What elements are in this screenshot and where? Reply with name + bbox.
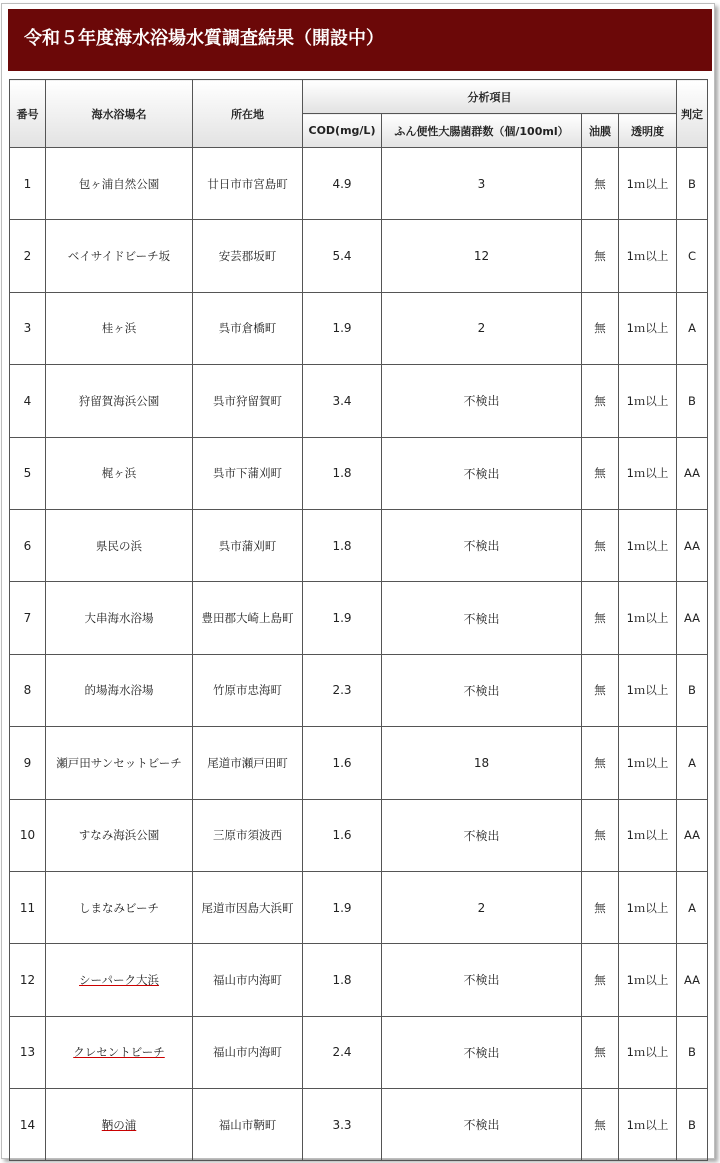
coliform-count: 不検出	[382, 509, 582, 581]
judgment-grade: AA	[677, 944, 708, 1016]
clarity-value: 1ｍ以上	[619, 944, 677, 1016]
judgment-grade: C	[677, 220, 708, 292]
clarity-value: 1ｍ以上	[619, 1089, 677, 1161]
header-analysis-items: 分析項目	[303, 80, 677, 114]
coliform-count: 不検出	[382, 944, 582, 1016]
oil-film: 無	[582, 1089, 619, 1161]
coliform-count: 不検出	[382, 365, 582, 437]
coliform-count: 不検出	[382, 437, 582, 509]
cod-value: 2.4	[303, 1016, 382, 1088]
row-number: 14	[10, 1089, 46, 1161]
coliform-count: 3	[382, 148, 582, 220]
coliform-count: 18	[382, 727, 582, 799]
cod-value: 1.6	[303, 799, 382, 871]
header-clarity: 透明度	[619, 114, 677, 148]
table-row	[10, 727, 708, 799]
clarity-value: 1ｍ以上	[619, 148, 677, 220]
beach-location: 呉市蒲刈町	[193, 509, 303, 581]
oil-film: 無	[582, 220, 619, 292]
clarity-value: 1ｍ以上	[619, 437, 677, 509]
judgment-grade: AA	[677, 582, 708, 654]
beach-name: しまなみビーチ	[46, 871, 193, 943]
oil-film: 無	[582, 727, 619, 799]
cod-value: 1.9	[303, 292, 382, 364]
oil-film: 無	[582, 509, 619, 581]
judgment-grade: B	[677, 148, 708, 220]
clarity-value: 1ｍ以上	[619, 220, 677, 292]
beach-location: 竹原市忠海町	[193, 654, 303, 726]
table-row	[10, 799, 708, 871]
row-number: 11	[10, 871, 46, 943]
judgment-grade: A	[677, 292, 708, 364]
coliform-count: 2	[382, 292, 582, 364]
table-row	[10, 509, 708, 581]
beach-name: ベイサイドビーチ坂	[46, 220, 193, 292]
beach-location: 呉市下蒲刈町	[193, 437, 303, 509]
clarity-value: 1ｍ以上	[619, 509, 677, 581]
header-coliform: ふん便性大腸菌群数（個/100ml）	[382, 114, 582, 148]
beach-location: 尾道市因島大浜町	[193, 871, 303, 943]
row-number: 4	[10, 365, 46, 437]
table-row	[10, 654, 708, 726]
table-row	[10, 582, 708, 654]
row-number: 7	[10, 582, 46, 654]
coliform-count: 不検出	[382, 1089, 582, 1161]
clarity-value: 1ｍ以上	[619, 871, 677, 943]
beach-name-link[interactable]: 鞆の浦	[101, 1117, 137, 1132]
judgment-grade: A	[677, 727, 708, 799]
beach-location: 安芸郡坂町	[193, 220, 303, 292]
cod-value: 1.6	[303, 727, 382, 799]
header-beach-name: 海水浴場名	[46, 80, 193, 148]
clarity-value: 1ｍ以上	[619, 799, 677, 871]
beach-name: 的場海水浴場	[46, 654, 193, 726]
coliform-count: 不検出	[382, 654, 582, 726]
beach-name: すなみ海浜公園	[46, 799, 193, 871]
beach-name	[46, 1089, 193, 1161]
cod-value: 1.9	[303, 871, 382, 943]
beach-location: 廿日市市宮島町	[193, 148, 303, 220]
table-row	[10, 292, 708, 364]
row-number: 1	[10, 148, 46, 220]
beach-name	[46, 1016, 193, 1088]
row-number: 3	[10, 292, 46, 364]
row-number: 8	[10, 654, 46, 726]
cod-value: 5.4	[303, 220, 382, 292]
cod-value: 1.8	[303, 509, 382, 581]
table-row	[10, 1089, 708, 1161]
clarity-value: 1ｍ以上	[619, 727, 677, 799]
clarity-value: 1ｍ以上	[619, 365, 677, 437]
oil-film: 無	[582, 582, 619, 654]
header-no: 番号	[10, 80, 46, 148]
row-number: 9	[10, 727, 46, 799]
clarity-value: 1ｍ以上	[619, 654, 677, 726]
oil-film: 無	[582, 654, 619, 726]
judgment-grade: B	[677, 654, 708, 726]
header-location: 所在地	[193, 80, 303, 148]
beach-name-link[interactable]: シーパーク大浜	[79, 972, 159, 987]
beach-name: 梶ヶ浜	[46, 437, 193, 509]
row-number: 13	[10, 1016, 46, 1088]
row-number: 2	[10, 220, 46, 292]
table-row	[10, 365, 708, 437]
clarity-value: 1ｍ以上	[619, 1016, 677, 1088]
judgment-grade: AA	[677, 509, 708, 581]
coliform-count: 不検出	[382, 582, 582, 654]
judgment-grade: B	[677, 1089, 708, 1161]
coliform-count: 不検出	[382, 799, 582, 871]
beach-location: 豊田郡大崎上島町	[193, 582, 303, 654]
table-row	[10, 148, 708, 220]
cod-value: 3.4	[303, 365, 382, 437]
header-judgment: 判定	[677, 80, 708, 148]
beach-location: 呉市狩留賀町	[193, 365, 303, 437]
beach-name: 狩留賀海浜公園	[46, 365, 193, 437]
cod-value: 2.3	[303, 654, 382, 726]
cod-value: 4.9	[303, 148, 382, 220]
clarity-value: 1ｍ以上	[619, 292, 677, 364]
row-number: 10	[10, 799, 46, 871]
beach-name: 県民の浜	[46, 509, 193, 581]
table-row	[10, 871, 708, 943]
cod-value: 1.9	[303, 582, 382, 654]
oil-film: 無	[582, 437, 619, 509]
coliform-count: 12	[382, 220, 582, 292]
page-title: 令和５年度海水浴場水質調査結果（開設中）	[8, 9, 712, 71]
oil-film: 無	[582, 944, 619, 1016]
row-number: 6	[10, 509, 46, 581]
cod-value: 1.8	[303, 944, 382, 1016]
table-row	[10, 437, 708, 509]
beach-location: 福山市鞆町	[193, 1089, 303, 1161]
beach-name	[46, 944, 193, 1016]
beach-location: 呉市倉橋町	[193, 292, 303, 364]
judgment-grade: B	[677, 1016, 708, 1088]
beach-name: 包ヶ浦自然公園	[46, 148, 193, 220]
clarity-value: 1ｍ以上	[619, 582, 677, 654]
cod-value: 3.3	[303, 1089, 382, 1161]
judgment-grade: B	[677, 365, 708, 437]
coliform-count: 不検出	[382, 1016, 582, 1088]
table-row	[10, 220, 708, 292]
oil-film: 無	[582, 365, 619, 437]
judgment-grade: AA	[677, 799, 708, 871]
beach-location: 福山市内海町	[193, 1016, 303, 1088]
oil-film: 無	[582, 292, 619, 364]
beach-location: 三原市須波西	[193, 799, 303, 871]
oil-film: 無	[582, 871, 619, 943]
header-oil-film: 油膜	[582, 114, 619, 148]
row-number: 12	[10, 944, 46, 1016]
coliform-count: 2	[382, 871, 582, 943]
oil-film: 無	[582, 1016, 619, 1088]
beach-location: 尾道市瀬戸田町	[193, 727, 303, 799]
judgment-grade: A	[677, 871, 708, 943]
judgment-grade: AA	[677, 437, 708, 509]
beach-name: 大串海水浴場	[46, 582, 193, 654]
oil-film: 無	[582, 148, 619, 220]
header-cod: COD(mg/L)	[303, 114, 382, 148]
beach-name: 瀬戸田サンセットビーチ	[46, 727, 193, 799]
table-row	[10, 1016, 708, 1088]
table-row	[10, 944, 708, 1016]
beach-name-link[interactable]: クレセントビーチ	[73, 1045, 165, 1060]
oil-film: 無	[582, 799, 619, 871]
water-quality-table	[9, 79, 708, 1161]
row-number: 5	[10, 437, 46, 509]
beach-location: 福山市内海町	[193, 944, 303, 1016]
cod-value: 1.8	[303, 437, 382, 509]
beach-name: 桂ヶ浜	[46, 292, 193, 364]
